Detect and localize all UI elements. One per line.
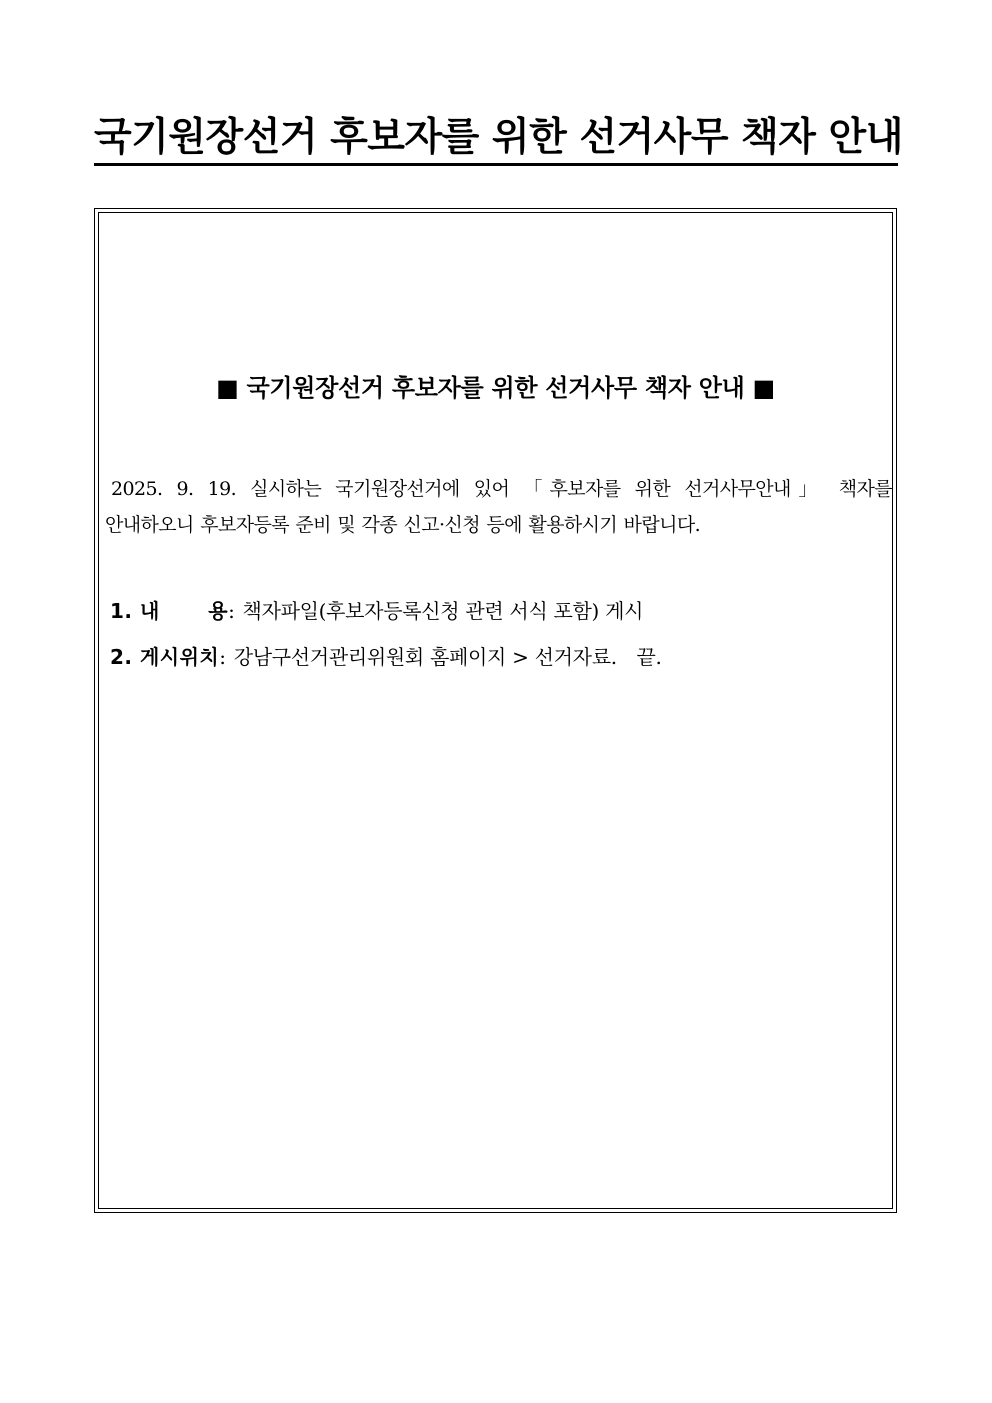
- location-item-text: 강남구선거관리위원회 홈페이지 > 선거자료. 끝.: [233, 645, 662, 669]
- content-item-label: 1. 내 용: [110, 599, 229, 623]
- notice-box-inner-border: [98, 212, 893, 1209]
- location-item-separator: :: [219, 645, 226, 669]
- box-heading: ■ 국기원장선거 후보자를 위한 선거사무 책자 안내 ■: [216, 374, 775, 402]
- content-item-text: 책자파일(후보자등록신청 관련 서식 포함) 게시: [242, 599, 644, 623]
- location-item: [110, 642, 662, 672]
- intro-line-2: 안내하오니 후보자등록 준비 및 각종 신고·신청 등에 활용하시기 바랍니다.: [105, 514, 701, 536]
- location-item-label: 2. 게시위치: [110, 645, 220, 669]
- intro-line-1: 2025. 9. 19. 실시하는 국기원장선거에 있어 「후보자를 위한 선거사무안내」 책자를: [111, 478, 892, 500]
- page-title: 국기원장선거 후보자를 위한 선거사무 책자 안내: [94, 115, 903, 160]
- content-item-separator: :: [228, 599, 235, 623]
- notice-box: [94, 208, 897, 1213]
- content-item: [110, 596, 643, 626]
- intro-paragraph: [105, 471, 892, 543]
- title-underline: [94, 163, 898, 166]
